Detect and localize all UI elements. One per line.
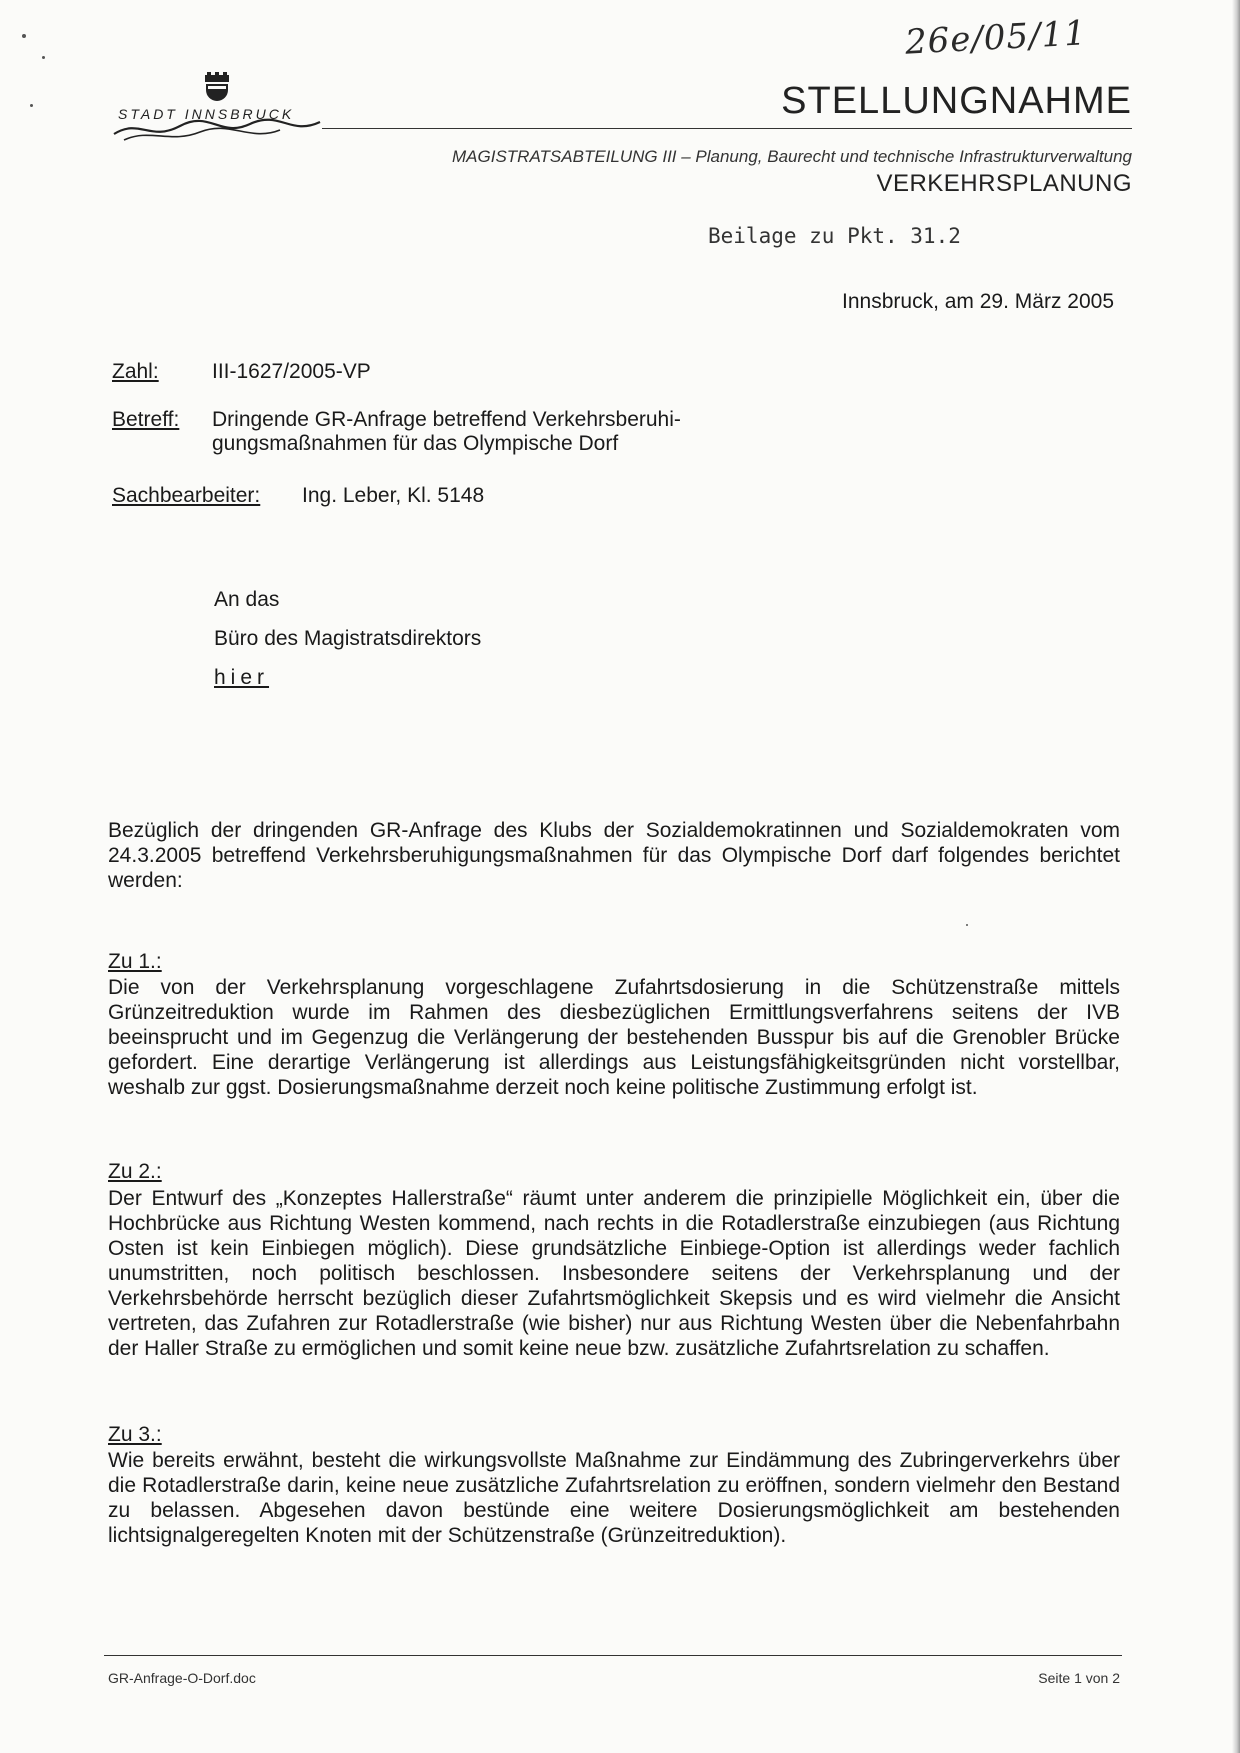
zahl-label: Zahl: [112,360,159,383]
section-text-3: Wie bereits erwähnt, besteht die wirkungsvollste Maßnahme zur Eindämmung des Zubringerverkehrs über die Rotadlerstraße darin, keine neue zusätzliche Zufahrtsrelation zu eröffnen, sondern vielmehr den Bestand zu belassen. Abgesehen davon bestünde eine weitere Dosierungsmöglichkeit am bestehenden lichtsignalgeregelten Knoten mit der Schützenstraße (Grünzeitreduktion). [108,1449,1120,1547]
logo-text: STADT INNSBRUCK [118,106,295,122]
section-heading-1: Zu 1.: [108,950,162,973]
sachbearbeiter-label: Sachbearbeiter: [112,484,261,507]
section-heading-3: Zu 3.: [108,1423,162,1446]
zahl-value: III-1627/2005-VP [212,360,371,383]
city-logo [110,72,325,144]
handwritten-reference: 26e/05/11 [904,13,1088,63]
zahl-row [112,360,159,384]
footer-page-number: Seite 1 von 2 [1038,1670,1120,1686]
scan-speck [42,56,45,59]
section-text-2: Der Entwurf des „Konzeptes Hallerstraße“ räumt unter anderem die prinzipielle Möglichkeit ein, über die Hochbrücke aus Richtung Westen kommend, nach rechts in die Rotadlerstraße einzubiegen (aus Richtung Osten ist kein Einbiegen möglich). Diese grundsätzliche Einbiege-Option ist allerdings weder fachlich unumstritten, noch politisch beschlossen. Insbesondere seitens der Verkehrsplanung und der Verkehrsbehörde herrscht bezüglich dieser Zufahrtsmöglichkeit Skepsis und es wird vielmehr die Ansicht vertreten, das Zufahren zur Rotadlerstraße (wie bisher) nur aus Richtung Westen über die Nebenfahrbahn der Haller Straße zu ermöglichen und somit keine neue bzw. zusätzliche Zufahrtsrelation zu schaffen. [108,1187,1120,1360]
footer-rule [104,1655,1122,1656]
section-heading-2: Zu 2.: [108,1160,162,1183]
attachment-stamp: Beilage zu Pkt. 31.2 [708,224,961,248]
department-name: MAGISTRATSABTEILUNG III – Planung, Baurecht und technische Infrastrukturverwaltung [452,147,1132,166]
document-headline: STELLUNGNAHME [781,80,1132,122]
document-date: Innsbruck, am 29. März 2005 [842,290,1114,313]
footer-filename: GR-Anfrage-O-Dorf.doc [108,1670,256,1686]
betreff-label: Betreff: [112,408,180,431]
recipient-line-2: Büro des Magistratsdirektors [214,627,482,650]
recipient-line-3: hier [214,666,270,689]
unit-name: VERKEHRSPLANUNG [876,170,1132,197]
betreff-label-wrap [112,408,179,432]
scan-speck [30,104,33,107]
recipient-line-1: An das [214,588,280,611]
intro-paragraph: Bezüglich der dringenden GR-Anfrage des Klubs der Sozialdemokratinnen und Sozialdemokraten vom 24.3.2005 betreffend Verkehrsberuhigungsmaßnahmen für das Olympische Dorf darf folgendes berichtet werden: [108,819,1120,892]
sachbearbeiter-value: Ing. Leber, Kl. 5148 [302,484,485,507]
scan-speck [966,924,968,926]
betreff-line-1: Dringende GR-Anfrage betreffend Verkehrsberuhi- [212,408,681,431]
header-rule [322,128,1132,129]
scan-edge [1232,0,1240,1753]
section-text-1: Die von der Verkehrsplanung vorgeschlagene Zufahrtsdosierung in die Schützenstraße mittels Grünzeitreduktion wurde im Rahmen des diesbezüglichen Ermittlungsverfahrens seitens der IVB beeinsprucht und im Gegenzug die Verlängerung der bestehenden Busspur bis auf die Grenobler Brücke gefordert. Eine derartige Verlängerung ist allerdings aus Leistungsfähigkeitsgründen nicht vorstellbar, weshalb zur ggst. Dosierungsmaßnahme derzeit noch keine politische Zustimmung erfolgt ist. [108,976,1120,1099]
scan-speck [22,34,26,38]
sachbearbeiter-label-wrap [112,484,260,508]
betreff-line-2: gungsmaßnahmen für das Olympische Dorf [212,432,619,455]
